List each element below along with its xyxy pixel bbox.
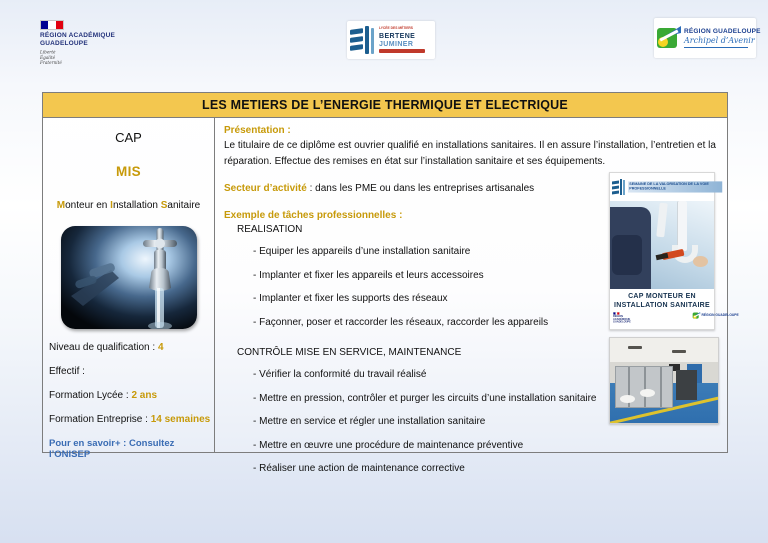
spec-lycee-label: Formation Lycée : bbox=[49, 390, 132, 401]
diploma-specs bbox=[49, 342, 211, 460]
spec-formation-lycee bbox=[49, 390, 208, 401]
plumber-hand bbox=[693, 256, 708, 267]
right-column-details bbox=[215, 118, 740, 474]
media-stack bbox=[609, 172, 740, 424]
training-rig bbox=[615, 366, 673, 408]
word-monteur: onteur en bbox=[65, 200, 111, 211]
spec-lycee-value: 2 ans bbox=[131, 390, 158, 401]
initial-s: S bbox=[160, 200, 168, 211]
spec-niveau-label: Niveau de qualification : bbox=[49, 342, 158, 353]
poster-title: CAP MONTEUR EN INSTALLATION SANITAIRE bbox=[613, 292, 711, 309]
spec-formation-entreprise bbox=[49, 414, 211, 425]
onisep-link[interactable]: Pour en savoir+ : Consultez l’ONISEP bbox=[49, 438, 175, 460]
faucet-photo-art bbox=[61, 226, 197, 329]
task-item: - Réaliser une action de maintenance corrective bbox=[253, 463, 465, 474]
presentation-text: Le titulaire de ce diplôme est ouvrier qualifié en installations sanitaires. Il en assure l’installation, l’entretien et la réparation. Effectue des remises en état sur l’installation sanitaire et ses équipements. bbox=[224, 140, 716, 167]
logo-region-guadeloupe bbox=[654, 18, 761, 58]
poster-footer-region-name: RÉGION GUADELOUPE bbox=[701, 313, 740, 317]
task-item: - Vérifier la conformité du travail réalisé bbox=[253, 369, 427, 380]
task-item: - Equiper les appareils d’une installation sanitaire bbox=[253, 246, 471, 257]
realisation-title: REALISATION bbox=[237, 224, 303, 235]
spec-effectif-label: Effectif : bbox=[49, 366, 85, 377]
faucet-photo bbox=[61, 226, 197, 329]
task-item: - Mettre en service et régler une installation sanitaire bbox=[253, 416, 486, 427]
motto-line1: Liberté bbox=[40, 49, 56, 55]
logo-region-academique bbox=[40, 20, 118, 72]
poster-banner: SEMAINE DE LA VALORISATION DE LA VOIE PROFESSIONNELLE bbox=[628, 181, 722, 192]
poster-footer-academie-logo bbox=[613, 312, 631, 324]
poster-footer-academie-line2: GUADELOUPE bbox=[613, 320, 631, 324]
page-title: LES METIERS DE L’ENERGIE THERMIQUE ET ELECTRIQUE bbox=[43, 93, 727, 118]
table-body bbox=[43, 118, 740, 474]
poster-lycee-building-icon bbox=[612, 179, 626, 195]
academie-name-line2: GUADELOUPE bbox=[40, 39, 88, 47]
word-installation: nstallation bbox=[112, 200, 161, 211]
workshop-machine bbox=[676, 370, 697, 400]
spec-entreprise-label: Formation Entreprise : bbox=[49, 414, 151, 425]
lycee-tagline: LYCÉE DES MÉTIERS bbox=[379, 26, 413, 30]
region-slogan: Archipel d’Avenir bbox=[684, 36, 755, 46]
motto-line2: Égalité bbox=[40, 54, 56, 60]
diploma-full-name bbox=[49, 200, 208, 211]
task-item: - Implanter et fixer les appareils et leurs accessoires bbox=[253, 269, 484, 281]
cap-poster-image bbox=[609, 172, 740, 330]
pvc-pipe-right bbox=[677, 201, 687, 251]
task-item: - Mettre en œuvre une procédure de maintenance préventive bbox=[253, 439, 524, 451]
taches-heading: Exemple de tâches professionnelles : bbox=[224, 210, 403, 221]
sun-bird-emblem-icon bbox=[657, 26, 681, 50]
spec-entreprise-value: 14 semaines bbox=[150, 414, 211, 425]
flag-white bbox=[48, 21, 55, 29]
lycee-name-line2: JUMINER bbox=[379, 40, 414, 48]
lycee-red-band bbox=[379, 49, 425, 53]
poster-footer-academie-line1: RÉGION ACADÉMIQUE bbox=[613, 315, 631, 321]
ceiling-light bbox=[672, 350, 686, 353]
region-underline bbox=[684, 47, 748, 48]
motto-line3: Fraternité bbox=[40, 60, 62, 65]
region-logo-text bbox=[684, 28, 761, 49]
lycee-name-line1: BERTENE bbox=[379, 33, 416, 41]
word-sanitaire: anitaire bbox=[167, 200, 201, 211]
initial-m: M bbox=[56, 200, 66, 211]
poster-footer-region-logo bbox=[693, 312, 739, 319]
presentation-heading: Présentation : bbox=[224, 125, 291, 136]
flag-blue bbox=[41, 21, 48, 29]
flag-fr-icon bbox=[40, 20, 64, 30]
plumber-vest bbox=[612, 235, 642, 275]
poster-header bbox=[610, 173, 714, 201]
training-sink bbox=[640, 389, 655, 397]
secteur-text: : dans les PME ou dans les entreprises artisanales bbox=[306, 183, 535, 194]
sun-bird-emblem-icon-small bbox=[693, 312, 701, 319]
training-sink bbox=[620, 395, 635, 403]
logo-lycee-bertene-juminer bbox=[347, 21, 435, 59]
building-icon bbox=[350, 26, 376, 54]
poster-footer bbox=[610, 312, 740, 329]
left-column-diploma bbox=[43, 118, 215, 460]
task-item: - Façonner, poser et raccorder les réseaux, raccorder les appareils bbox=[253, 316, 549, 328]
diploma-type: CAP bbox=[115, 130, 142, 145]
lycee-logo-text bbox=[379, 27, 441, 54]
flag-red bbox=[56, 21, 63, 29]
spec-effectif bbox=[49, 366, 208, 377]
task-item: - Implanter et fixer les supports des réseaux bbox=[253, 293, 448, 304]
fiche-metier-table bbox=[42, 92, 740, 474]
region-name: RÉGION GUADELOUPE bbox=[684, 27, 761, 35]
task-item: - Mettre en pression, contrôler et purger les circuits d’une installation sanitaire bbox=[253, 392, 597, 404]
initial-i: I bbox=[110, 200, 113, 211]
ceiling-light bbox=[628, 346, 642, 349]
diploma-acronym: MIS bbox=[116, 164, 141, 179]
workshop-photo bbox=[609, 337, 719, 424]
plumber-photo bbox=[610, 201, 714, 289]
spec-niveau bbox=[49, 342, 208, 353]
academie-motto bbox=[40, 50, 95, 66]
controle-title: CONTRÔLE MISE EN SERVICE, MAINTENANCE bbox=[237, 347, 462, 358]
pvc-pipe-left bbox=[656, 203, 668, 238]
workshop-ceiling bbox=[610, 338, 718, 362]
secteur-heading: Secteur d’activité bbox=[224, 183, 307, 194]
spec-niveau-value: 4 bbox=[157, 342, 164, 353]
academie-name-line1: RÉGION ACADÉMIQUE bbox=[40, 32, 116, 39]
